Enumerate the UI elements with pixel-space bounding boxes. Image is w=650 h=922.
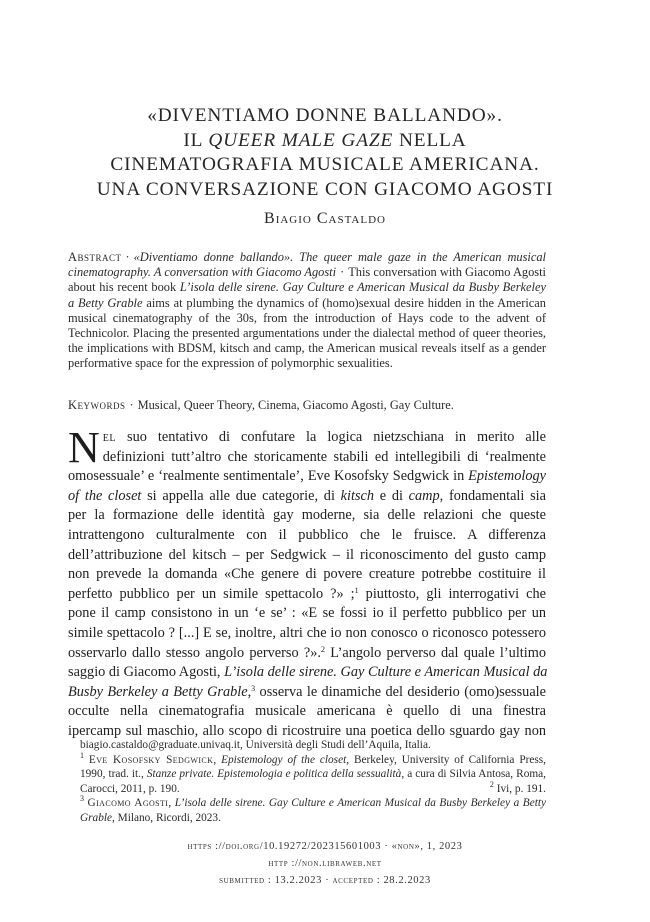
footnote-2 [489,779,546,797]
title-line-2-italic: QUEER MALE GAZE [208,129,394,151]
body-line-16: ipercamp sul maschio, allo scopo di ricostruire una poetica dello sguardo gay non [68,722,546,739]
title-line-2-prefix: IL [183,129,209,151]
body-line-10: pone il camp consistono in un ‘e se’ : «E se fossi io il perfetto pubblico per un [68,605,546,622]
abstract-separator: · [125,250,130,264]
keywords-text: Musical, Queer Theory, Cinema, Giacomo Agosti, Gay Culture. [137,398,454,412]
body-line-7: dell’attribuzione del kitsch – per Sedgwick – il riconoscimento del gusto camp [68,546,546,563]
abstract [68,250,546,372]
body-text [68,423,548,742]
footnote-3-title: L’isola delle sirene. Gay Culture e American Musical da Busby Berkeley a Betty Grable [80,797,546,824]
body-line [68,644,546,664]
footnote-1-text-b: , Berkeley, University of California Press, 1990, trad. it., [80,753,546,781]
keywords-label: Keywords [68,398,126,412]
body-line-12-text-a: osservarlo dallo stesso angolo perverso ?». [68,644,321,661]
abstract-book-title: L’isola delle sirene. Gay Culture e American Musical da Busby Berkeley a Betty Grable [68,280,546,310]
footnote-3-text: , Milano, Ricordi, 2023. [112,811,221,824]
footnotes [68,738,546,826]
body-line-3-text: omosessuale’ e ‘realmente sentimentale’, Eve Kosofsky Sedgwick in [68,468,469,485]
body-line-4-text-c: , fondamentali sia [439,487,546,504]
keywords-separator: · [129,398,134,412]
body-line-6: intrattengono culturalmente con il pubblico che le fruisce. A differenza [68,526,546,543]
footnote-3-sep: , [168,797,175,810]
footnote-3-number: 3 [80,794,84,804]
body-line-15: occulte nella cinematografia musicale americana è quello di una finestra [68,703,546,720]
footnote-ref-3[interactable]: 3 [251,683,256,693]
lead-in: el [102,429,116,445]
title-line-2 [60,129,590,154]
title-line-4: UNA CONVERSAZIONE CON GIACOMO AGOSTI [96,178,554,200]
author-affiliation: biagio.castaldo@graduate.univaq.it, Università degli Studi dell’Aquila, Italia. [80,739,431,751]
body-line-13-text: saggio di Giacomo Agosti, [68,664,225,681]
submission-dates: submitted : 13.2.2023 · accepted : 28.2.2023 [219,875,431,886]
footnote-1-title: Epistemology of the closet [221,753,347,766]
body-line-14-text: osserva le dinamiche del desiderio (omo)sessuale [255,683,546,700]
drop-cap: N [68,423,100,472]
body-line [68,487,546,507]
body-line-4-text-b: e di [374,487,409,504]
title-line-1: «DIVENTIAMO DONNE BALLANDO». [147,105,503,126]
footnote-3-author: Giacomo Agosti [87,797,169,810]
doi-link[interactable]: https ://doi.org/10.19272/202315601003 · «non», 1, 2023 [187,841,463,852]
body-line-14-italic: Busby Berkeley a Betty Grable [68,683,248,700]
abstract-label: Abstract [68,250,122,264]
keywords [68,398,546,413]
abstract-title: «Diventiamo donne ballando». The queer male gaze in the American musical cinematography. A conversation with Giacomo Agosti [68,250,546,280]
footnote-1-sep: , [213,753,222,766]
body-line-11: simile spettacolo ? [...] E se, inoltre, altri che io non conosco o riconosco potessero [68,624,546,641]
footnote-ref-2[interactable]: 2 [320,644,325,654]
body-line-9-text-a: perfetto pubblico per un simile spettacolo ?» ; [68,585,355,602]
footnote-1-number: 1 [80,750,84,760]
body-line-3-italic: Epistemology [468,468,546,485]
body-line-1: suo tentativo di confutare la logica nietzschiana in merito alle [127,429,546,445]
footnote-2-number: 2 [489,779,494,789]
body-line-4-italic-3: camp [408,487,440,504]
title-line-2-suffix: NELLA [393,129,467,151]
body-line [68,585,546,605]
footnote-ref-1[interactable]: 1 [354,585,359,595]
body-line-4-italic-1: of the closet [68,487,142,504]
abstract-separator-2: · [340,265,345,280]
body-line [68,683,546,703]
body-line-12-text-b: L’angolo perverso dal quale l’ultimo [324,644,547,661]
title-line-3: CINEMATOGRAFIA MUSICALE AMERICANA. [110,154,540,175]
article-title [60,104,590,202]
abstract-text-a: This conversation with Giacomo Agosti about his recent book [68,265,546,295]
body-line-4-italic-2: kitsch [340,487,375,504]
author-name: Biagio Castaldo [264,210,386,227]
body-line [68,663,546,683]
body-line-2: definizioni tutt’altro che storicamente stabili ed intellegibili di ‘realmente [102,448,546,465]
body-line-14-comma: , [247,683,252,700]
body-line-13-italic: L’isola delle sirene. Gay Culture e American Musical da [224,664,548,681]
body-line [68,467,546,487]
footnote-2-text: Ivi, p. 191. [496,782,546,795]
body-line-8: non prevede la domanda «Che genere di povere creature potrebbe costituire il [68,566,546,583]
abstract-text-b: aims at plumbing the dynamics of (homo)sexual desire hidden in the American musical cinematography of the 30s, from the introduction of Hays code to the advent of Technicolor. Placing the presented argumentations under the dialectal method of queer theories, the implications with BDSM, kitsch and camp, the American musical reveals itself as a gender performative space for the expression of polymorphic sexualities. [68,295,546,371]
journal-url[interactable]: http ://non.libraweb.net [268,858,382,869]
footnote-1-author: Eve Kosofsky Sedgwick [88,753,214,766]
footnote-3 [68,796,546,825]
body-line-9-text-b: piuttosto, gli interrogativi che [358,585,546,602]
body-line-5: per la formazione delle identità gay moderne, sia delle relazioni che queste [68,507,546,524]
footnote-1 [68,750,546,797]
body-line [68,428,546,448]
page-footer [60,838,590,889]
body-line-4-text-a: si appella alle due categorie, di [141,487,341,504]
footnote-1-text-c: , a cura di Silvia Antosa, Roma, Carocci, 2011, p. 190. [80,768,546,795]
footnote-1-title-2: Stanze private. Epistemologia e politica della sessualità [146,768,402,781]
